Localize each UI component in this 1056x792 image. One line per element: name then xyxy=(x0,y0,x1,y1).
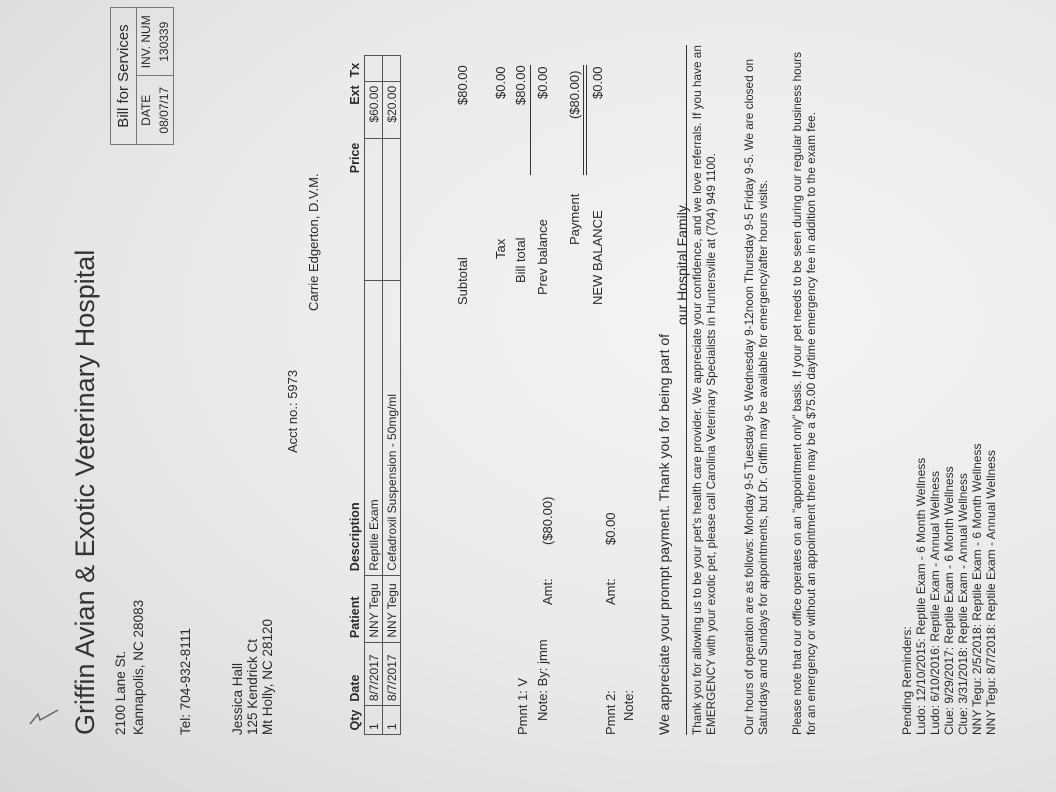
divider xyxy=(583,65,584,175)
payment2-amt-label: Amt: xyxy=(603,578,618,605)
address-line1: 2100 Lane St. xyxy=(113,650,128,735)
cell-date: 8/7/2017 xyxy=(365,642,383,706)
cell-qty: 1 xyxy=(383,706,401,735)
note-paragraph-2: Our hours of operation are as follows: Monday 9-5 Tuesday 9-5 Wednesday 9-12noon Thursday 9-5 Friday 9-5. We are closed on Saturdays and Sundays for appointments, but Dr. Griffin may be available for emergency/after hours visits. xyxy=(742,58,770,735)
subtotal-value: $80.00 xyxy=(455,65,470,105)
invoice-document xyxy=(70,15,998,735)
cell-ext: $60.00 xyxy=(365,81,383,138)
cell-tx xyxy=(365,56,383,82)
table-row xyxy=(383,56,401,735)
col-description: Description xyxy=(348,502,362,572)
line-items-table xyxy=(348,55,401,735)
col-price: Price xyxy=(348,142,362,174)
cell-qty: 1 xyxy=(365,706,383,735)
pending-reminders xyxy=(900,444,998,736)
cell-date: 8/7/2017 xyxy=(383,642,401,706)
cell-description: Reptile Exam xyxy=(365,280,383,575)
bill-title: Bill for Services xyxy=(111,8,137,144)
hospital-name: Griffin Avian & Exotic Veterinary Hospital xyxy=(70,249,100,735)
cell-ext: $20.00 xyxy=(383,81,401,138)
note-paragraph-1: Thank you for allowing us to be your pet's health care provider. We appreciate your confidence, and we love referrals. If you have an EMERGENCY with your exotic pet, please call Carolina Veterinary Specialists in Huntersville at (704) 949 1100. xyxy=(690,45,718,735)
subtotal-label: Subtotal xyxy=(455,257,470,305)
cell-patient: NNY Tegu xyxy=(365,575,383,642)
cell-price xyxy=(365,139,383,281)
payment2-note: Note: xyxy=(621,689,636,721)
payment1-amt-label: Amt: xyxy=(540,578,555,605)
cell-tx xyxy=(383,56,401,82)
client-name: Jessica Hall xyxy=(230,662,245,735)
thanks-line1: We appreciate your prompt payment. Thank you for being part of xyxy=(656,333,672,735)
payment1-label: Pmnt 1: V xyxy=(515,677,530,735)
payment-value: ($80.00) xyxy=(567,70,582,119)
list-item: Clue: 9/29/2017: Reptile Exam - 6 Month Wellness xyxy=(942,466,956,735)
reminders-title: Pending Reminders: xyxy=(900,626,914,735)
divider xyxy=(586,65,587,175)
payment2-label: Pmnt 2: xyxy=(603,690,618,735)
date-label: DATE xyxy=(137,76,155,145)
list-item: Clue: 3/31/2018: Reptile Exam - Annual Wellness xyxy=(956,473,970,735)
inv-value: 130339 xyxy=(157,21,171,62)
account-number: Acct no.: 5973 xyxy=(285,369,300,453)
payment1-amt: ($80.00) xyxy=(540,496,555,545)
payment1-note: Note: By: jmm xyxy=(535,639,550,721)
prev-balance-label: Prev balance xyxy=(535,219,550,295)
table-row xyxy=(365,56,383,735)
thanks-line2: our Hospital Family. xyxy=(674,202,690,325)
tax-value: $0.00 xyxy=(493,66,508,99)
new-balance-label: NEW BALANCE xyxy=(590,210,605,305)
divider xyxy=(686,45,687,735)
tax-label: Tax xyxy=(493,238,508,259)
bill-info-box xyxy=(110,7,174,145)
col-patient: Patient xyxy=(348,596,362,639)
billtotal-value: $80.00 xyxy=(513,65,528,105)
divider xyxy=(530,65,531,175)
cell-description: Cefadroxil Suspension - 50mg/ml xyxy=(383,280,401,575)
client-street: 125 Kendrick Ct xyxy=(245,638,260,735)
client-address xyxy=(230,619,275,735)
payment2-amt: $0.00 xyxy=(603,512,618,545)
inv-label: INV. NUM xyxy=(139,15,153,69)
new-balance-value: $0.00 xyxy=(590,66,605,99)
address-line2: Kannapolis, NC 28083 xyxy=(131,599,146,735)
col-qty: Qty xyxy=(348,709,362,731)
cell-patient: NNY Tegu xyxy=(383,575,401,642)
payment-label: Payment xyxy=(567,193,582,245)
col-tx: Tx xyxy=(348,62,362,78)
hospital-address xyxy=(112,600,148,735)
veterinarian: Carrie Edgerton, D.V.M. xyxy=(306,173,321,311)
list-item: NNY Tegu: 8/7/2018: Reptile Exam - Annual Wellness xyxy=(984,450,998,735)
list-item: Ludo: 12/10/2015: Reptile Exam - 6 Month Wellness xyxy=(914,457,928,735)
client-city: Mt Holly, NC 28120 xyxy=(260,618,275,735)
list-item: Ludo: 6/10/2016: Reptile Exam - Annual Wellness xyxy=(928,471,942,735)
col-ext: Ext xyxy=(348,85,362,105)
billtotal-label: Bill total xyxy=(513,237,528,283)
cell-price xyxy=(383,139,401,281)
hospital-phone: Tel: 704-932-8111 xyxy=(178,628,193,735)
prev-balance-value: $0.00 xyxy=(535,66,550,99)
note-paragraph-3: Please note that our office operates on an "appointment only" basis. If your pet needs to be seen during our regular business hours for an emergency or without an appointment there may be a $75.00 daytime emergency fee in addition to the exam fee. xyxy=(790,52,818,735)
list-item: NNY Tegu: 2/5/2018: Reptile Exam - 6 Month Wellness xyxy=(970,443,984,735)
col-date: Date xyxy=(348,674,362,702)
pen-mark xyxy=(28,708,66,728)
date-value: 08/07/17 xyxy=(155,76,173,145)
